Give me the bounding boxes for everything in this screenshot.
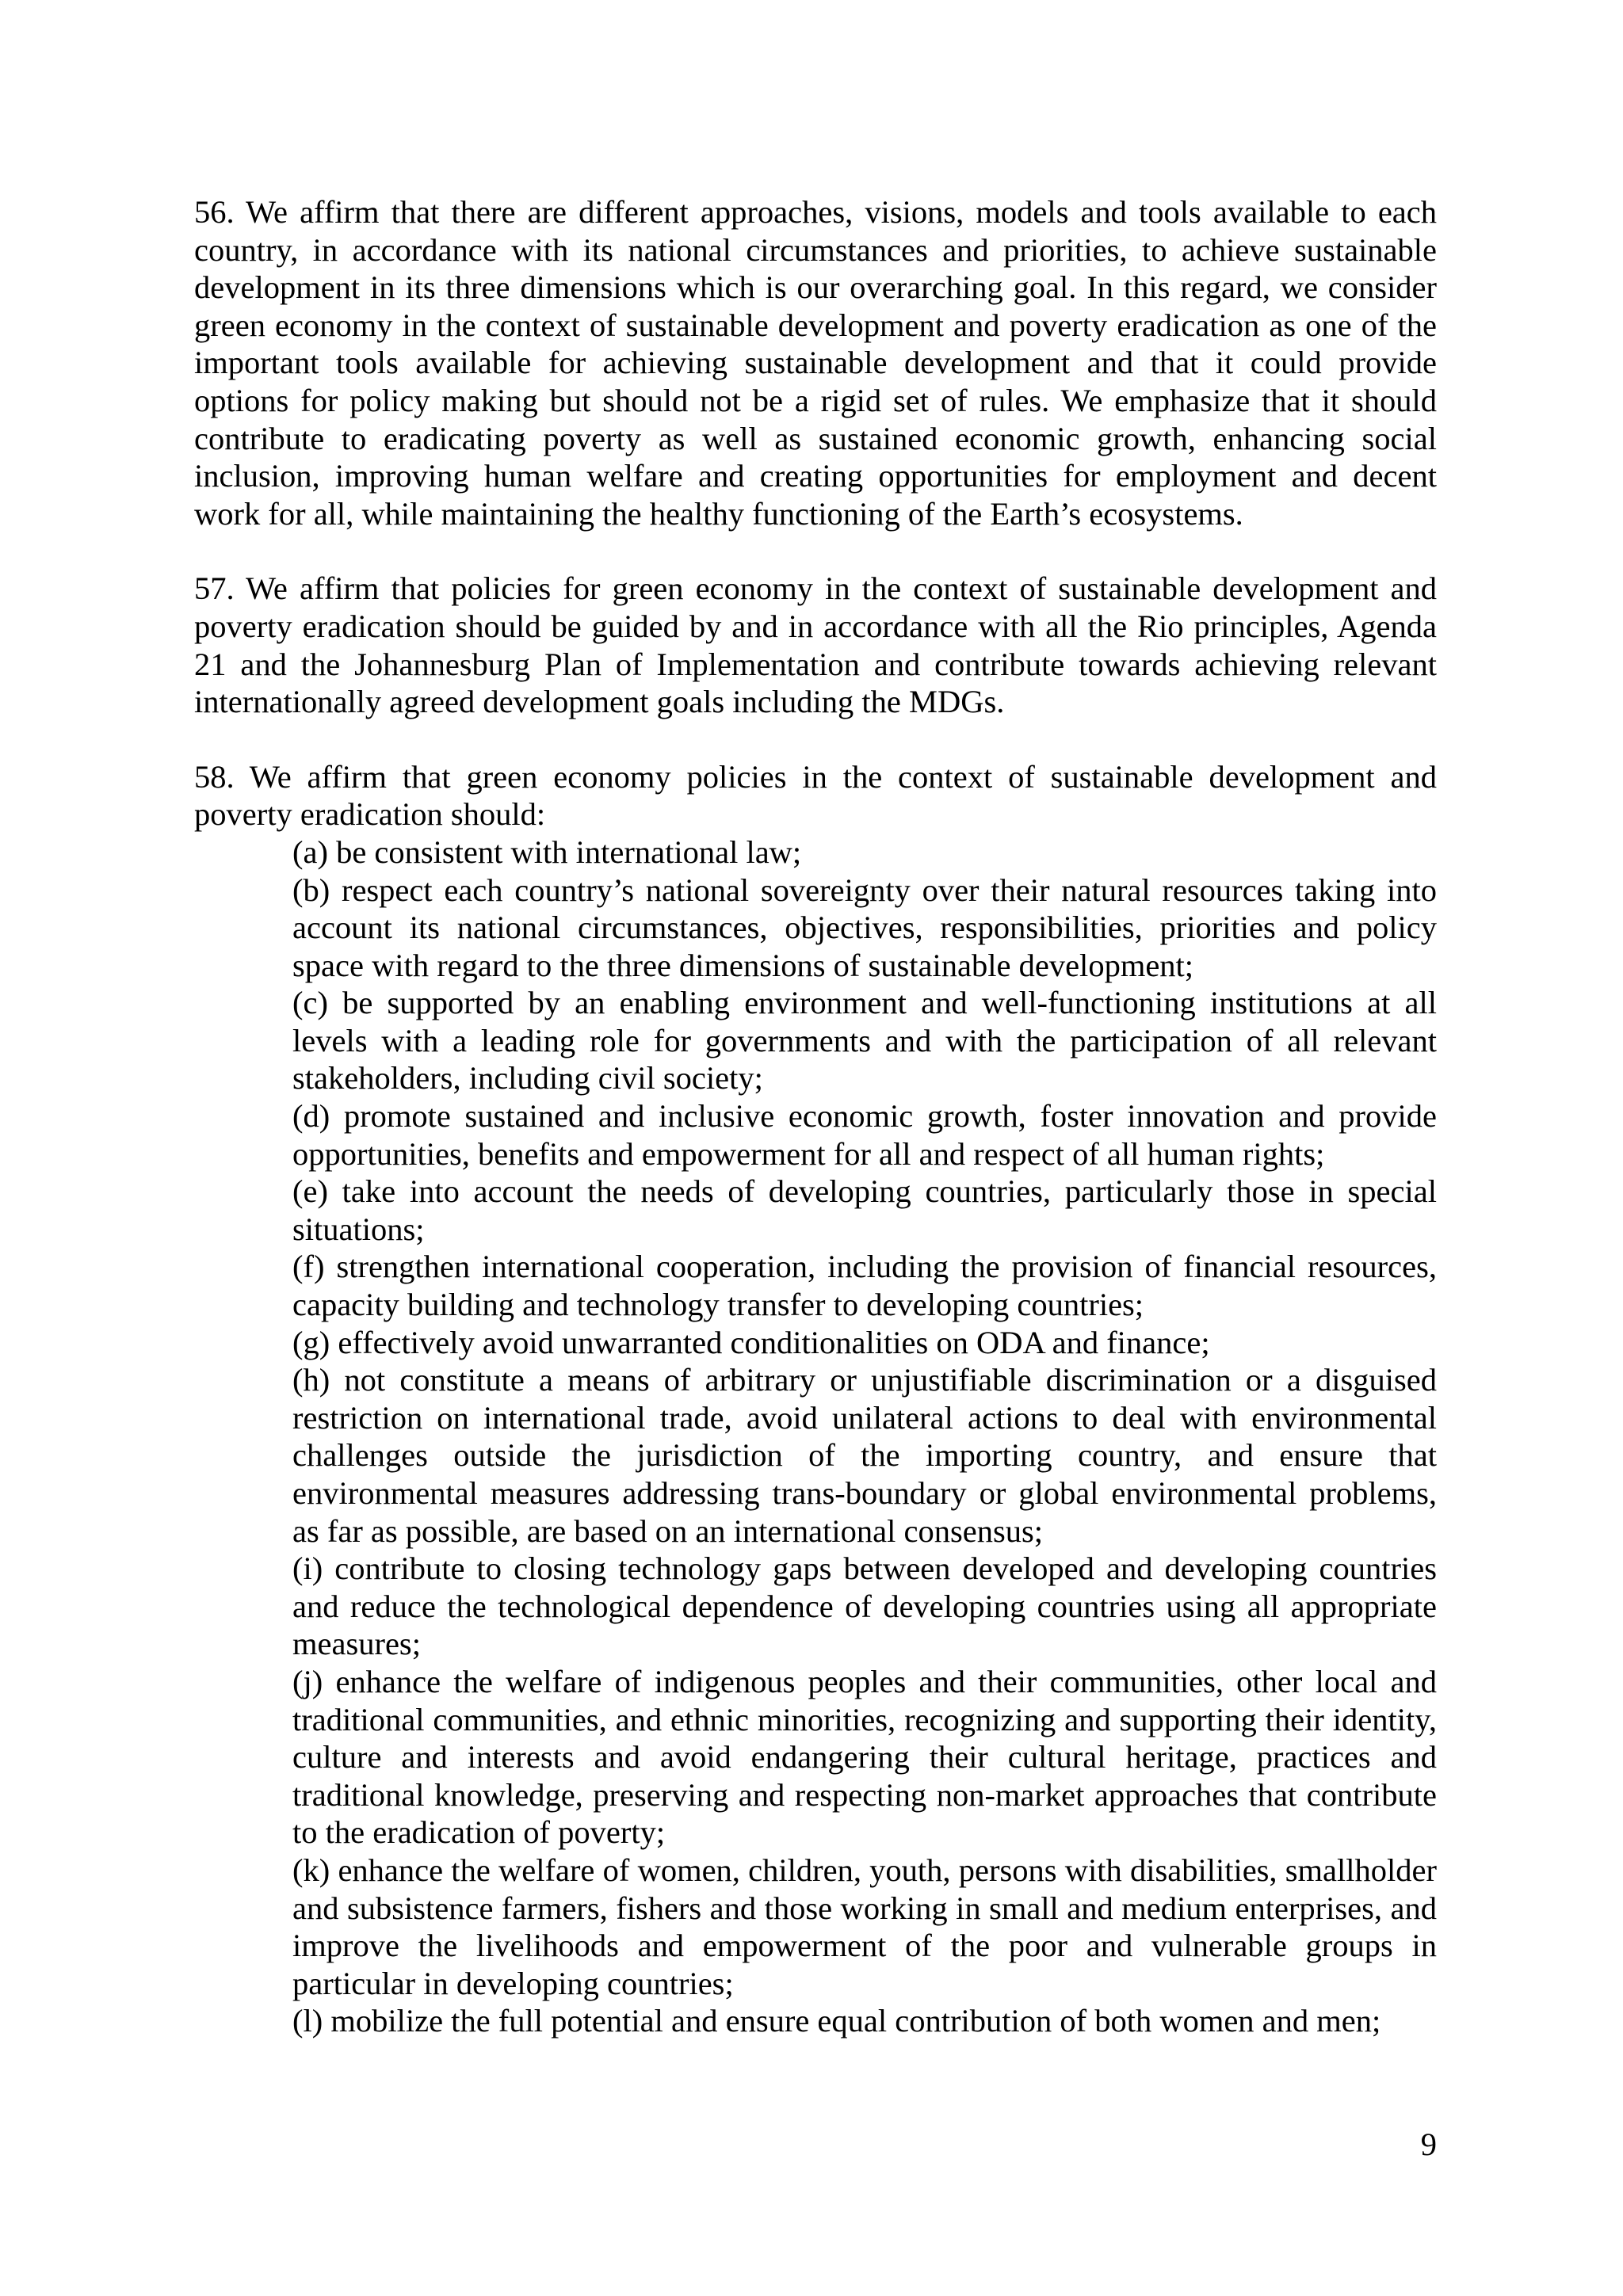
list-item-j: (j) enhance the welfare of indigenous peoples and their communities, other local and traditional communities, and ethnic minorities, recognizing and supporting their identity, culture and interests and avoid endangering their cultural heritage, practices and traditional knowledge, preserving and respecting non-market approaches that contribute to the eradication of poverty;: [292, 1663, 1437, 1851]
list-item-l: (l) mobilize the full potential and ensure equal contribution of both women and men;: [292, 2003, 1381, 2039]
list-item-a: (a) be consistent with international law;: [292, 833, 802, 870]
list-item-d: (d) promote sustained and inclusive economic growth, foster innovation and provide opportunities, benefits and empowerment for all and respect of all human rights;: [292, 1098, 1437, 1172]
page-number: 9: [1420, 2126, 1437, 2162]
paragraph-56: 56. We affirm that there are different approaches, visions, models and tools available to each country, in accordance with its national circumstances and priorities, to achieve sustainable development in its three dimensions which is our overarching goal. In this regard, we consider green economy in the context of sustainable development and poverty eradication as one of the important tools available for achieving sustainable development and that it could provide options for policy making but should not be a rigid set of rules. We emphasize that it should contribute to eradicating poverty as well as sustained economic growth, enhancing social inclusion, improving human welfare and creating opportunities for employment and decent work for all, while maintaining the healthy functioning of the Earth’s ecosystems.: [194, 194, 1437, 532]
list-item-k: (k) enhance the welfare of women, children, youth, persons with disabilities, smallholder and subsistence farmers, fishers and those working in small and medium enterprises, and improve the livelihoods and empowerment of the poor and vulnerable groups in particular in developing countries;: [292, 1852, 1437, 2001]
page-body: [194, 193, 1437, 2040]
list-item-b: (b) respect each country’s national sovereignty over their natural resources taking into account its national circumstances, objectives, responsibilities, priorities and policy space with regard to the three dimensions of sustainable development;: [292, 871, 1437, 983]
list-item-h: (h) not constitute a means of arbitrary or unjustifiable discrimination or a disguised restriction on international trade, avoid unilateral actions to deal with environmental challenges outside the jurisdiction of the importing country, and ensure that environmental measures addressing trans-boundary or global environmental problems, as far as possible, are based on an international consensus;: [292, 1362, 1437, 1549]
list-item-i: (i) contribute to closing technology gaps between developed and developing countries and reduce the technological dependence of developing countries using all appropriate measures;: [292, 1550, 1437, 1662]
paragraph-58-list: [194, 833, 1437, 2040]
paragraph-57: 57. We affirm that policies for green economy in the context of sustainable development and poverty eradication should be guided by and in accordance with all the Rio principles, Agenda 21 and the Johannesburg Plan of Implementation and contribute towards achieving relevant internationally agreed development goals including the MDGs.: [194, 570, 1437, 720]
list-item-e: (e) take into account the needs of developing countries, particularly those in special situations;: [292, 1173, 1437, 1247]
paragraph-58-intro: 58. We affirm that green economy policies in the context of sustainable development and poverty eradication should:: [194, 758, 1437, 833]
list-item-g: (g) effectively avoid unwarranted conditionalities on ODA and finance;: [292, 1324, 1210, 1360]
list-item-f: (f) strengthen international cooperation, including the provision of financial resources, capacity building and technology transfer to developing countries;: [292, 1249, 1437, 1323]
list-item-c: (c) be supported by an enabling environment and well-functioning institutions at all levels with a leading role for governments and with the participation of all relevant stakeholders, including civil society;: [292, 985, 1437, 1097]
